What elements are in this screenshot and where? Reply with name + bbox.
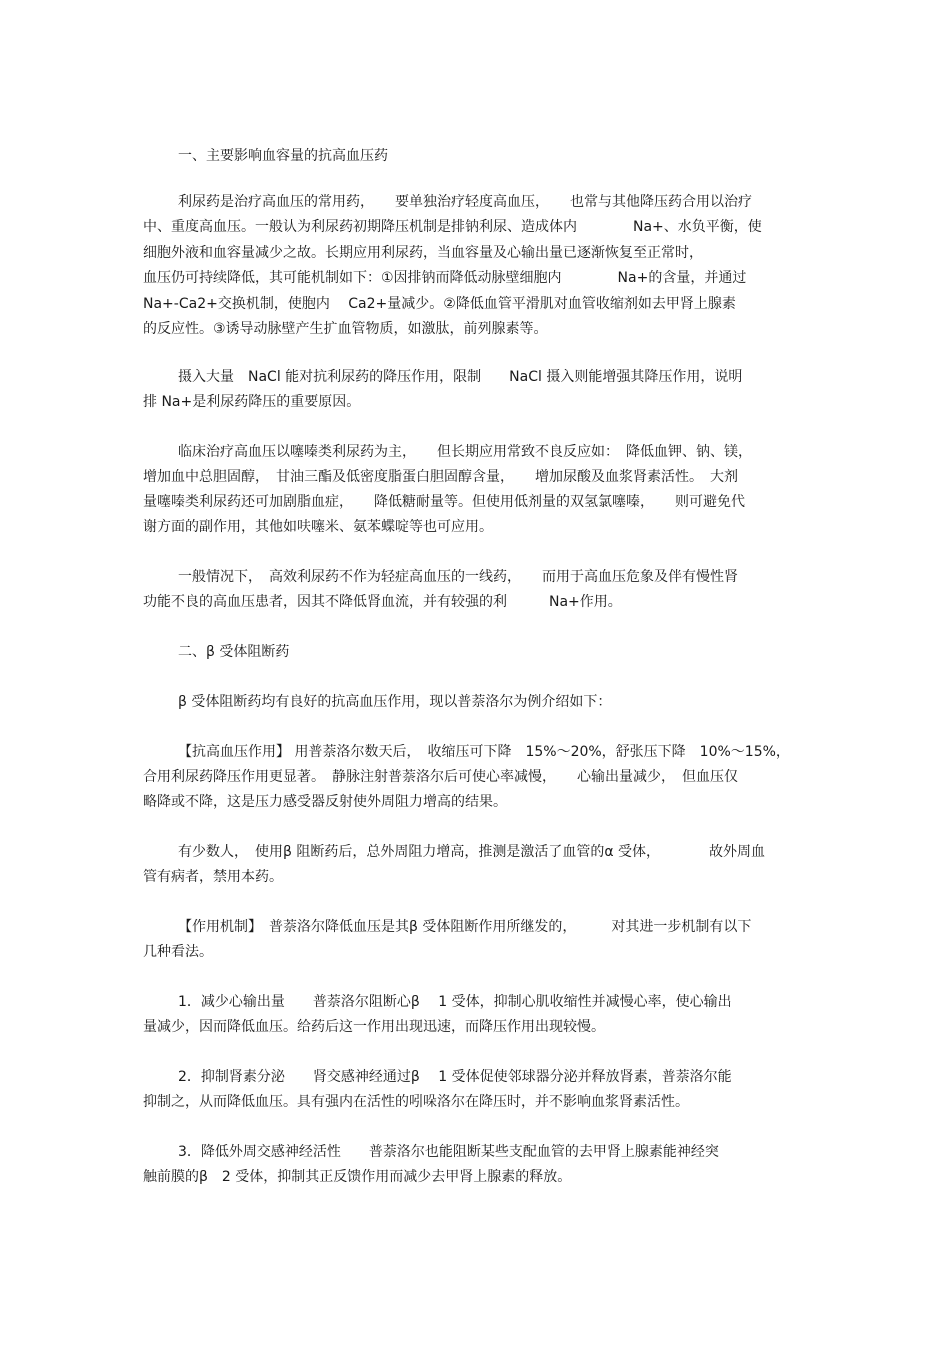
paragraph-line: 有少数人， 使用β 阻断药后，总外周阻力增高，推测是激活了血管的α 受体， 故外周血 bbox=[178, 844, 766, 860]
paragraph-line: 功能不良的高血压患者，因其不降低肾血流，并有较强的利 Na+作用。 bbox=[143, 594, 622, 610]
paragraph-line: 增加血中总胆固醇， 甘油三酯及低密度脂蛋白胆固醇含量， 增加尿酸及血浆肾素活性。 大剂 bbox=[143, 469, 738, 485]
section-heading: 二、β 受体阻断药 bbox=[178, 644, 290, 660]
paragraph-line: 触前膜的β 2 受体，抑制其正反馈作用而减少去甲肾上腺素的释放。 bbox=[143, 1169, 572, 1185]
paragraph-line: 几种看法。 bbox=[143, 944, 213, 960]
paragraph-line: 管有病者，禁用本药。 bbox=[143, 869, 283, 885]
paragraph-line: 利尿药是治疗高血压的常用药， 要单独治疗轻度高血压， 也常与其他降压药合用以治疗 bbox=[178, 194, 752, 210]
paragraph-line: 临床治疗高血压以噻嗪类利尿药为主， 但长期应用常致不良反应如： 降低血钾、钠、镁， bbox=[178, 444, 752, 460]
paragraph-line: 中、重度高血压。一般认为利尿药初期降压机制是排钠利尿、造成体内 Na+、水负平衡，使 bbox=[143, 219, 762, 235]
paragraph-line: 的反应性。③诱导动脉壁产生扩血管物质，如激肽，前列腺素等。 bbox=[143, 321, 548, 337]
paragraph-line: 血压仍可持续降低，其可能机制如下：①因排钠而降低动脉壁细胞内 Na+的含量，并通过 bbox=[143, 270, 747, 286]
paragraph-line: 排 Na+是利尿药降压的重要原因。 bbox=[143, 394, 361, 410]
paragraph-line: β 受体阻断药均有良好的抗高血压作用，现以普萘洛尔为例介绍如下： bbox=[178, 694, 612, 710]
paragraph-line: 摄入大量 NaCl 能对抗利尿药的降压作用，限制 NaCl 摄入则能增强其降压作用，说明 bbox=[178, 369, 743, 385]
paragraph-line: 谢方面的副作用，其他如呋噻米、氨苯蝶啶等也可应用。 bbox=[143, 519, 493, 535]
paragraph-line: 合用利尿药降压作用更显著。 静脉注射普萘洛尔后可使心率减慢， 心输出量减少， 但血压仅 bbox=[143, 769, 738, 785]
section-heading: 一、主要影响血容量的抗高血压药 bbox=[178, 148, 388, 164]
paragraph-line: 一般情况下， 高效利尿药不作为轻症高血压的一线药， 而用于高血压危象及伴有慢性肾 bbox=[178, 569, 738, 585]
paragraph-line: 细胞外液和血容量减少之故。长期应用利尿药，当血容量及心输出量已逐渐恢复至正常时， bbox=[143, 245, 703, 261]
paragraph-line: 2．抑制肾素分泌 肾交感神经通过β 1 受体促使邻球器分泌并释放肾素，普萘洛尔能 bbox=[178, 1069, 732, 1085]
paragraph-line: 抑制之，从而降低血压。具有强内在活性的吲哚洛尔在降压时，并不影响血浆肾素活性。 bbox=[143, 1094, 689, 1110]
paragraph-line: 【抗高血压作用】 用普萘洛尔数天后， 收缩压可下降 15%～20%，舒张压下降 10%～15%， bbox=[178, 744, 790, 760]
paragraph-line: 【作用机制】 普萘洛尔降低血压是其β 受体阻断作用所继发的， 对其进一步机制有以下 bbox=[178, 919, 752, 935]
paragraph-line: 量减少，因而降低血压。给药后这一作用出现迅速，而降压作用出现较慢。 bbox=[143, 1019, 605, 1035]
paragraph-line: Na+-Ca2+交换机制，使胞内 Ca2+量减少。②降低血管平滑肌对血管收缩剂如去甲肾上腺素 bbox=[143, 296, 736, 312]
paragraph-line: 略降或不降，这是压力感受器反射使外周阻力增高的结果。 bbox=[143, 794, 507, 810]
paragraph-line: 量噻嗪类利尿药还可加剧脂血症， 降低糖耐量等。但使用低剂量的双氢氯噻嗪， 则可避免代 bbox=[143, 494, 745, 510]
paragraph-line: 1．减少心输出量 普萘洛尔阻断心β 1 受体，抑制心肌收缩性并减慢心率，使心输出 bbox=[178, 994, 732, 1010]
paragraph-line: 3．降低外周交感神经活性 普萘洛尔也能阻断某些支配血管的去甲肾上腺素能神经突 bbox=[178, 1144, 719, 1160]
